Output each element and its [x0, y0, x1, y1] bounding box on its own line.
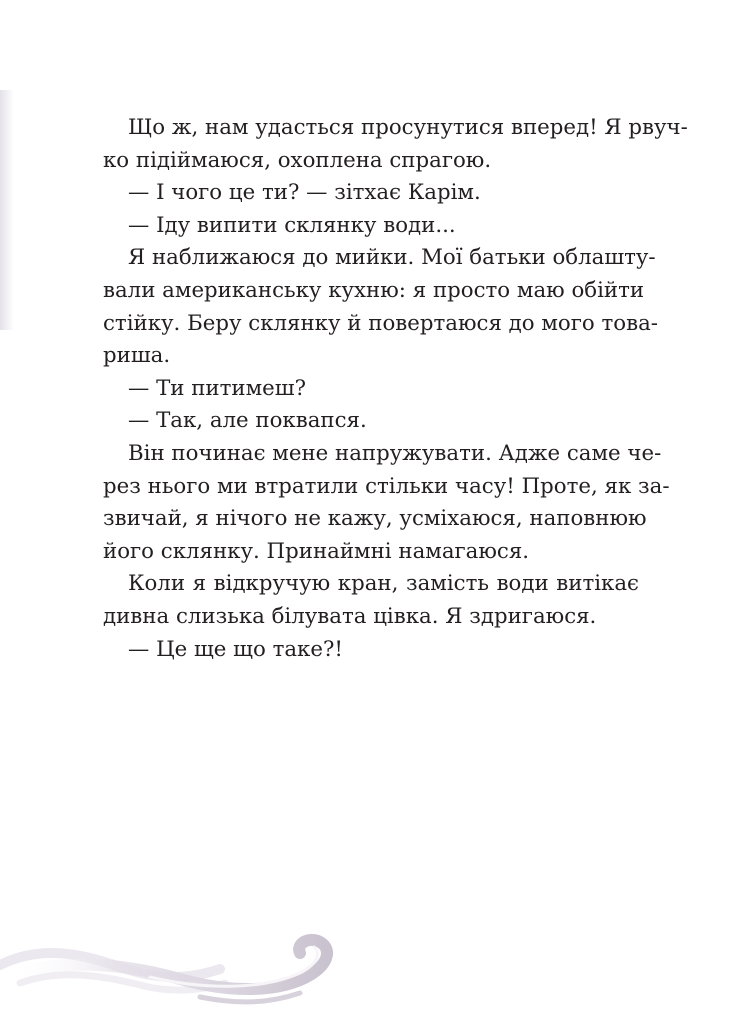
text-line: Я наближаюся до мийки. Мої батьки облашту- — [128, 245, 656, 271]
text-line: — Так, але поквапся. — [128, 408, 367, 434]
text-line: — Ти питимеш? — [128, 375, 306, 401]
text-line: рез нього ми втратили стільки часу! Проте, як за- — [103, 473, 670, 499]
text-line: звичай, я нічого не кажу, усміхаюся, наповнюю — [103, 506, 647, 532]
swirl-ornament-icon — [0, 905, 340, 1024]
page-edge-shadow — [0, 90, 14, 330]
text-line: — Це ще що таке?! — [128, 636, 343, 662]
text-line: вали американську кухню: я просто маю обійти — [103, 277, 645, 303]
text-line: риша. — [103, 343, 171, 369]
text-line: — Іду випити склянку води... — [128, 212, 456, 238]
text-line: — І чого це ти? — зітхає Карім. — [128, 180, 481, 206]
text-line: дивна слизька білувата цівка. Я здригаюся. — [103, 603, 597, 629]
text-line: Він починає мене напружувати. Адже саме че- — [128, 440, 662, 466]
text-line: Що ж, нам удасться просунутися вперед! Я рвуч- — [128, 115, 688, 140]
text-line: його склянку. Принаймні намагаюся. — [103, 538, 530, 564]
text-line: Коли я відкручую кран, замість води витікає — [128, 571, 639, 597]
body-text — [103, 112, 688, 666]
text-line: ко підіймаюся, охоплена спрагою. — [103, 147, 492, 173]
text-line: стійку. Беру склянку й повертаюся до мого това- — [103, 310, 658, 336]
